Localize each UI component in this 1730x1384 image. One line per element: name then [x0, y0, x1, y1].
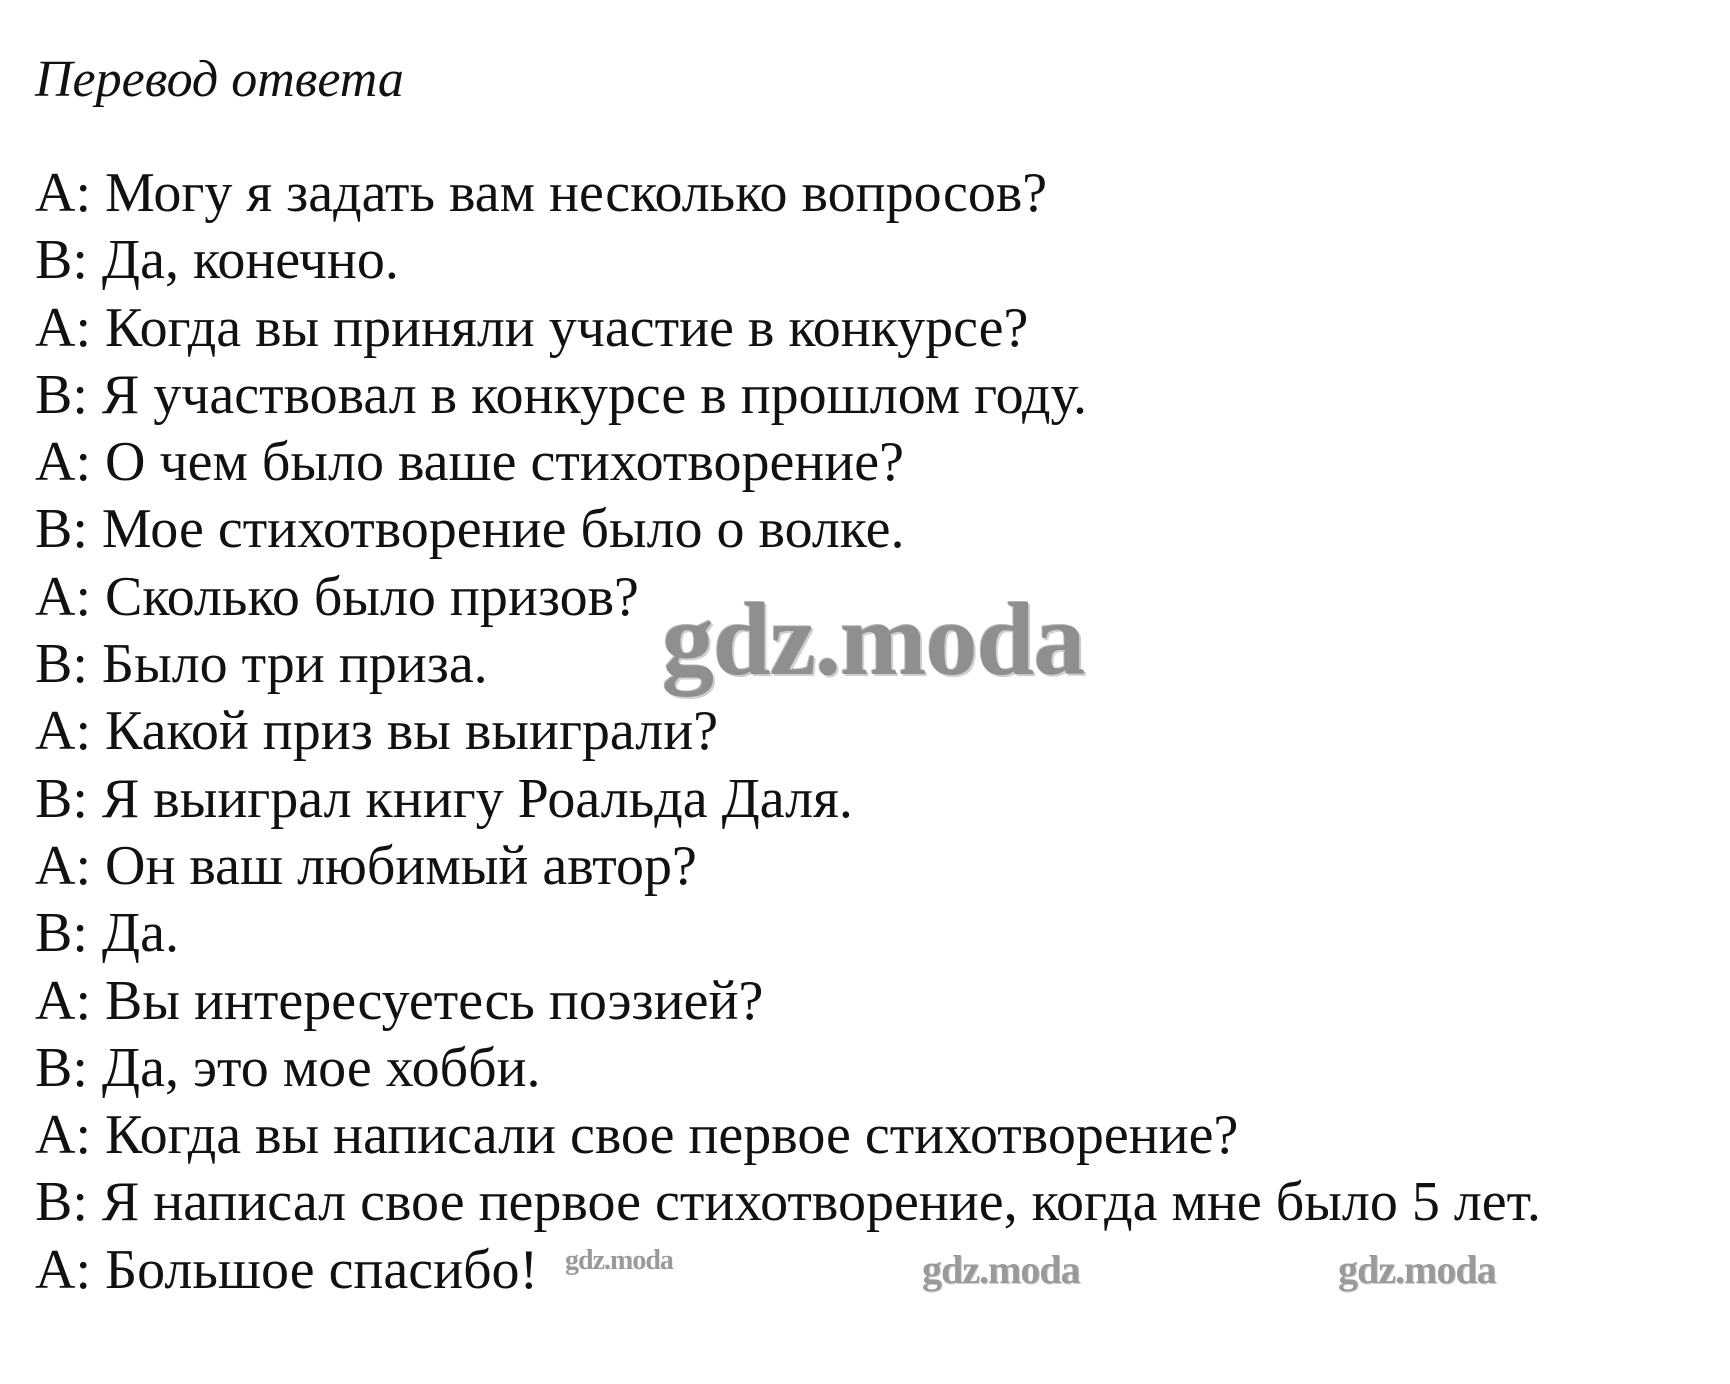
dialogue-line: A: Вы интересуетесь поэзией?: [35, 969, 764, 1032]
dialogue-line: A: Большое спасибо!: [35, 1238, 539, 1301]
dialogue-line: A: Сколько было призов?: [35, 565, 639, 628]
dialogue-line: B: Я выиграл книгу Роальда Даля.: [35, 767, 853, 830]
dialogue-line: A: О чем было ваше стихотворение?: [35, 431, 904, 494]
dialogue-line: B: Я написал свое первое стихотворение, когда мне было 5 лет.: [35, 1171, 1541, 1234]
dialogue-line: A: Когда вы написали свое первое стихотворение?: [35, 1104, 1239, 1167]
dialogue-line: B: Было три приза.: [35, 633, 488, 696]
dialogue-line: B: Мое стихотворение было о волке.: [35, 498, 905, 561]
watermark-small: gdz.moda: [565, 1245, 673, 1276]
watermark-small: gdz.moda: [1338, 1247, 1496, 1292]
dialogue-line: B: Да.: [35, 902, 179, 965]
dialogue-line: B: Я участвовал в конкурсе в прошлом году.: [35, 363, 1087, 426]
dialogue-line: B: Да, это мое хобби.: [35, 1036, 541, 1099]
dialogue-line: A: Когда вы приняли участие в конкурсе?: [35, 296, 1029, 359]
dialogue-list: [35, 160, 1541, 1304]
dialogue-line: A: Могу я задать вам несколько вопросов?: [35, 162, 1048, 224]
dialogue-line: B: Да, конечно.: [35, 229, 399, 292]
watermark-main: gdz.moda: [662, 582, 1085, 697]
dialogue-line: A: Он ваш любимый автор?: [35, 834, 697, 897]
dialogue-line: A: Какой приз вы выиграли?: [35, 700, 719, 763]
watermark-small: gdz.moda: [922, 1247, 1080, 1292]
page-heading: Перевод ответа: [35, 51, 404, 108]
